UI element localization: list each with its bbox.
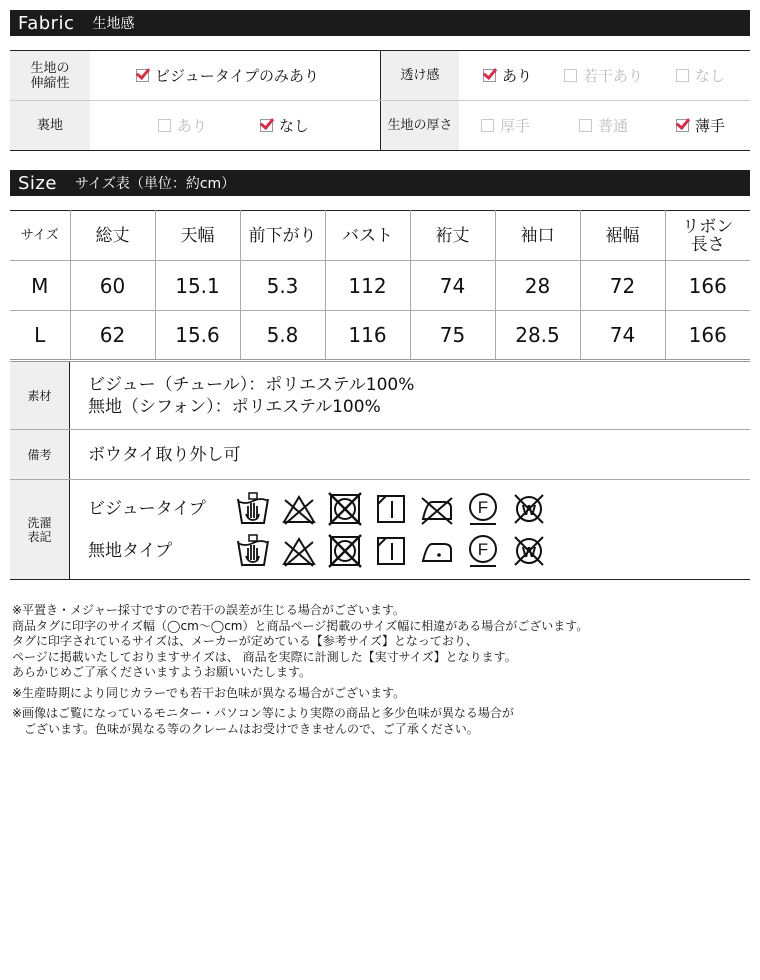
thickness-option-thick: 厚手 — [481, 101, 530, 150]
washing-row-plain — [88, 530, 750, 572]
col-size: サイズ — [10, 211, 70, 261]
note-line: 商品タグに印字のサイズ幅（◯cm〜◯cm）と商品ページ掲載のサイズ幅に相違がある場合がございます。 — [12, 618, 589, 633]
note-line: ※画像はご覧になっているモニター・パソコン等により実際の商品と多少色味が異なる場合が — [12, 706, 514, 720]
no-tumble-dry-icon — [328, 534, 362, 568]
size-table — [10, 210, 750, 362]
sheer-option-yes: あり — [483, 51, 532, 100]
col-length: 総丈 — [70, 211, 155, 261]
checkbox-checked-icon — [483, 69, 496, 82]
fabric-table — [10, 50, 750, 151]
col-front-drop: 前下がり — [240, 211, 325, 261]
fabric-row-1 — [10, 51, 750, 101]
svg-text:W: W — [521, 543, 537, 561]
no-tumble-dry-icon — [328, 492, 362, 526]
dry-clean-f-icon — [466, 534, 500, 568]
size-subtitle: サイズ表（単位：約cm） — [74, 176, 236, 192]
no-bleach-icon — [282, 492, 316, 526]
svg-text:F: F — [477, 497, 489, 517]
size-title: Size — [18, 172, 57, 194]
table-row: M 60 15.1 5.3 112 74 28 72 166 — [10, 261, 750, 311]
fabric-subtitle: 生地感 — [92, 16, 135, 32]
checkbox-empty-icon — [481, 119, 494, 132]
hand-wash-icon — [236, 534, 270, 568]
col-ribbon-length: リボン 長さ — [665, 211, 750, 261]
material-value: ビジュー（チュール）：ポリエステル100% 無地（シフォン）：ポリエステル100% — [88, 374, 415, 417]
col-hem-width: 裾幅 — [580, 211, 665, 261]
checkbox-checked-icon — [136, 69, 149, 82]
svg-text:W: W — [521, 501, 537, 519]
lining-option-no: なし — [260, 101, 309, 150]
note-line: ※平置き・メジャー採寸ですので若干の誤差が生じる場合がございます。 — [12, 603, 405, 617]
remarks-row — [10, 430, 750, 480]
hand-wash-icon — [236, 492, 270, 526]
thickness-option-normal: 普通 — [579, 101, 628, 150]
notes — [12, 603, 752, 737]
no-bleach-icon — [282, 534, 316, 568]
stretch-option: ビジュータイプのみあり — [136, 51, 319, 100]
material-label: 素材 — [10, 362, 70, 429]
checkbox-empty-icon — [579, 119, 592, 132]
sheer-option-no: なし — [676, 51, 725, 100]
remarks-label: 備考 — [10, 430, 70, 479]
dry-clean-f-icon — [466, 492, 500, 526]
thickness-option-thin: 薄手 — [676, 101, 725, 150]
line-dry-shade-icon — [374, 534, 408, 568]
col-cuff: 袖口 — [495, 211, 580, 261]
no-wet-clean-icon — [512, 492, 546, 526]
sheer-option-slight: 若干あり — [564, 51, 643, 100]
note-line: ※生産時期により同じカラーでも若干お色味が異なる場合がございます。 — [12, 685, 406, 700]
washing-value — [70, 480, 750, 579]
washing-label: 洗濯 表記 — [10, 480, 70, 579]
sheer-label: 透け感 — [381, 51, 459, 100]
washing-type-name: ビジュータイプ — [88, 498, 206, 519]
washing-type-name: 無地タイプ — [88, 540, 173, 561]
checkbox-empty-icon — [564, 69, 577, 82]
note-line: ページに掲載いたしておりますサイズは、 商品を実際に計測した【実寸サイズ】となります。 — [12, 649, 517, 664]
checkbox-checked-icon — [676, 119, 689, 132]
table-row: L 62 15.6 5.8 116 75 28.5 74 166 — [10, 311, 750, 361]
note-line: ございます。色味が異なる等のクレームはお受けできませんので、ご了承ください。 — [12, 721, 479, 736]
thickness-label: 生地の厚さ — [381, 101, 459, 150]
note-line: あらかじめご了承くださいますようお願いいたします。 — [12, 665, 312, 679]
size-table-header — [10, 211, 750, 261]
fabric-section-header — [10, 10, 750, 36]
col-neck-width: 天幅 — [155, 211, 240, 261]
line-dry-shade-icon — [374, 492, 408, 526]
col-bust: バスト — [325, 211, 410, 261]
material-row — [10, 362, 750, 430]
no-wet-clean-icon — [512, 534, 546, 568]
col-sleeve-length: 裄丈 — [410, 211, 495, 261]
washing-row — [10, 480, 750, 579]
checkbox-checked-icon — [260, 119, 273, 132]
info-table — [10, 362, 750, 580]
size-section-header — [10, 170, 750, 196]
checkbox-empty-icon — [676, 69, 689, 82]
checkbox-empty-icon — [158, 119, 171, 132]
iron-low-icon — [420, 534, 454, 568]
lining-option-yes: あり — [158, 101, 207, 150]
washing-row-bijou — [88, 488, 750, 530]
note-line: タグに印字されているサイズは、メーカーが定めている【参考サイズ】となっており、 — [12, 634, 478, 648]
fabric-row-2 — [10, 101, 750, 151]
svg-text:F: F — [477, 539, 489, 559]
stretch-label: 生地の 伸縮性 — [10, 51, 90, 100]
remarks-value: ボウタイ取り外し可 — [88, 444, 241, 465]
fabric-title: Fabric — [18, 12, 75, 34]
no-iron-icon — [420, 492, 454, 526]
lining-label: 裏地 — [10, 101, 90, 150]
